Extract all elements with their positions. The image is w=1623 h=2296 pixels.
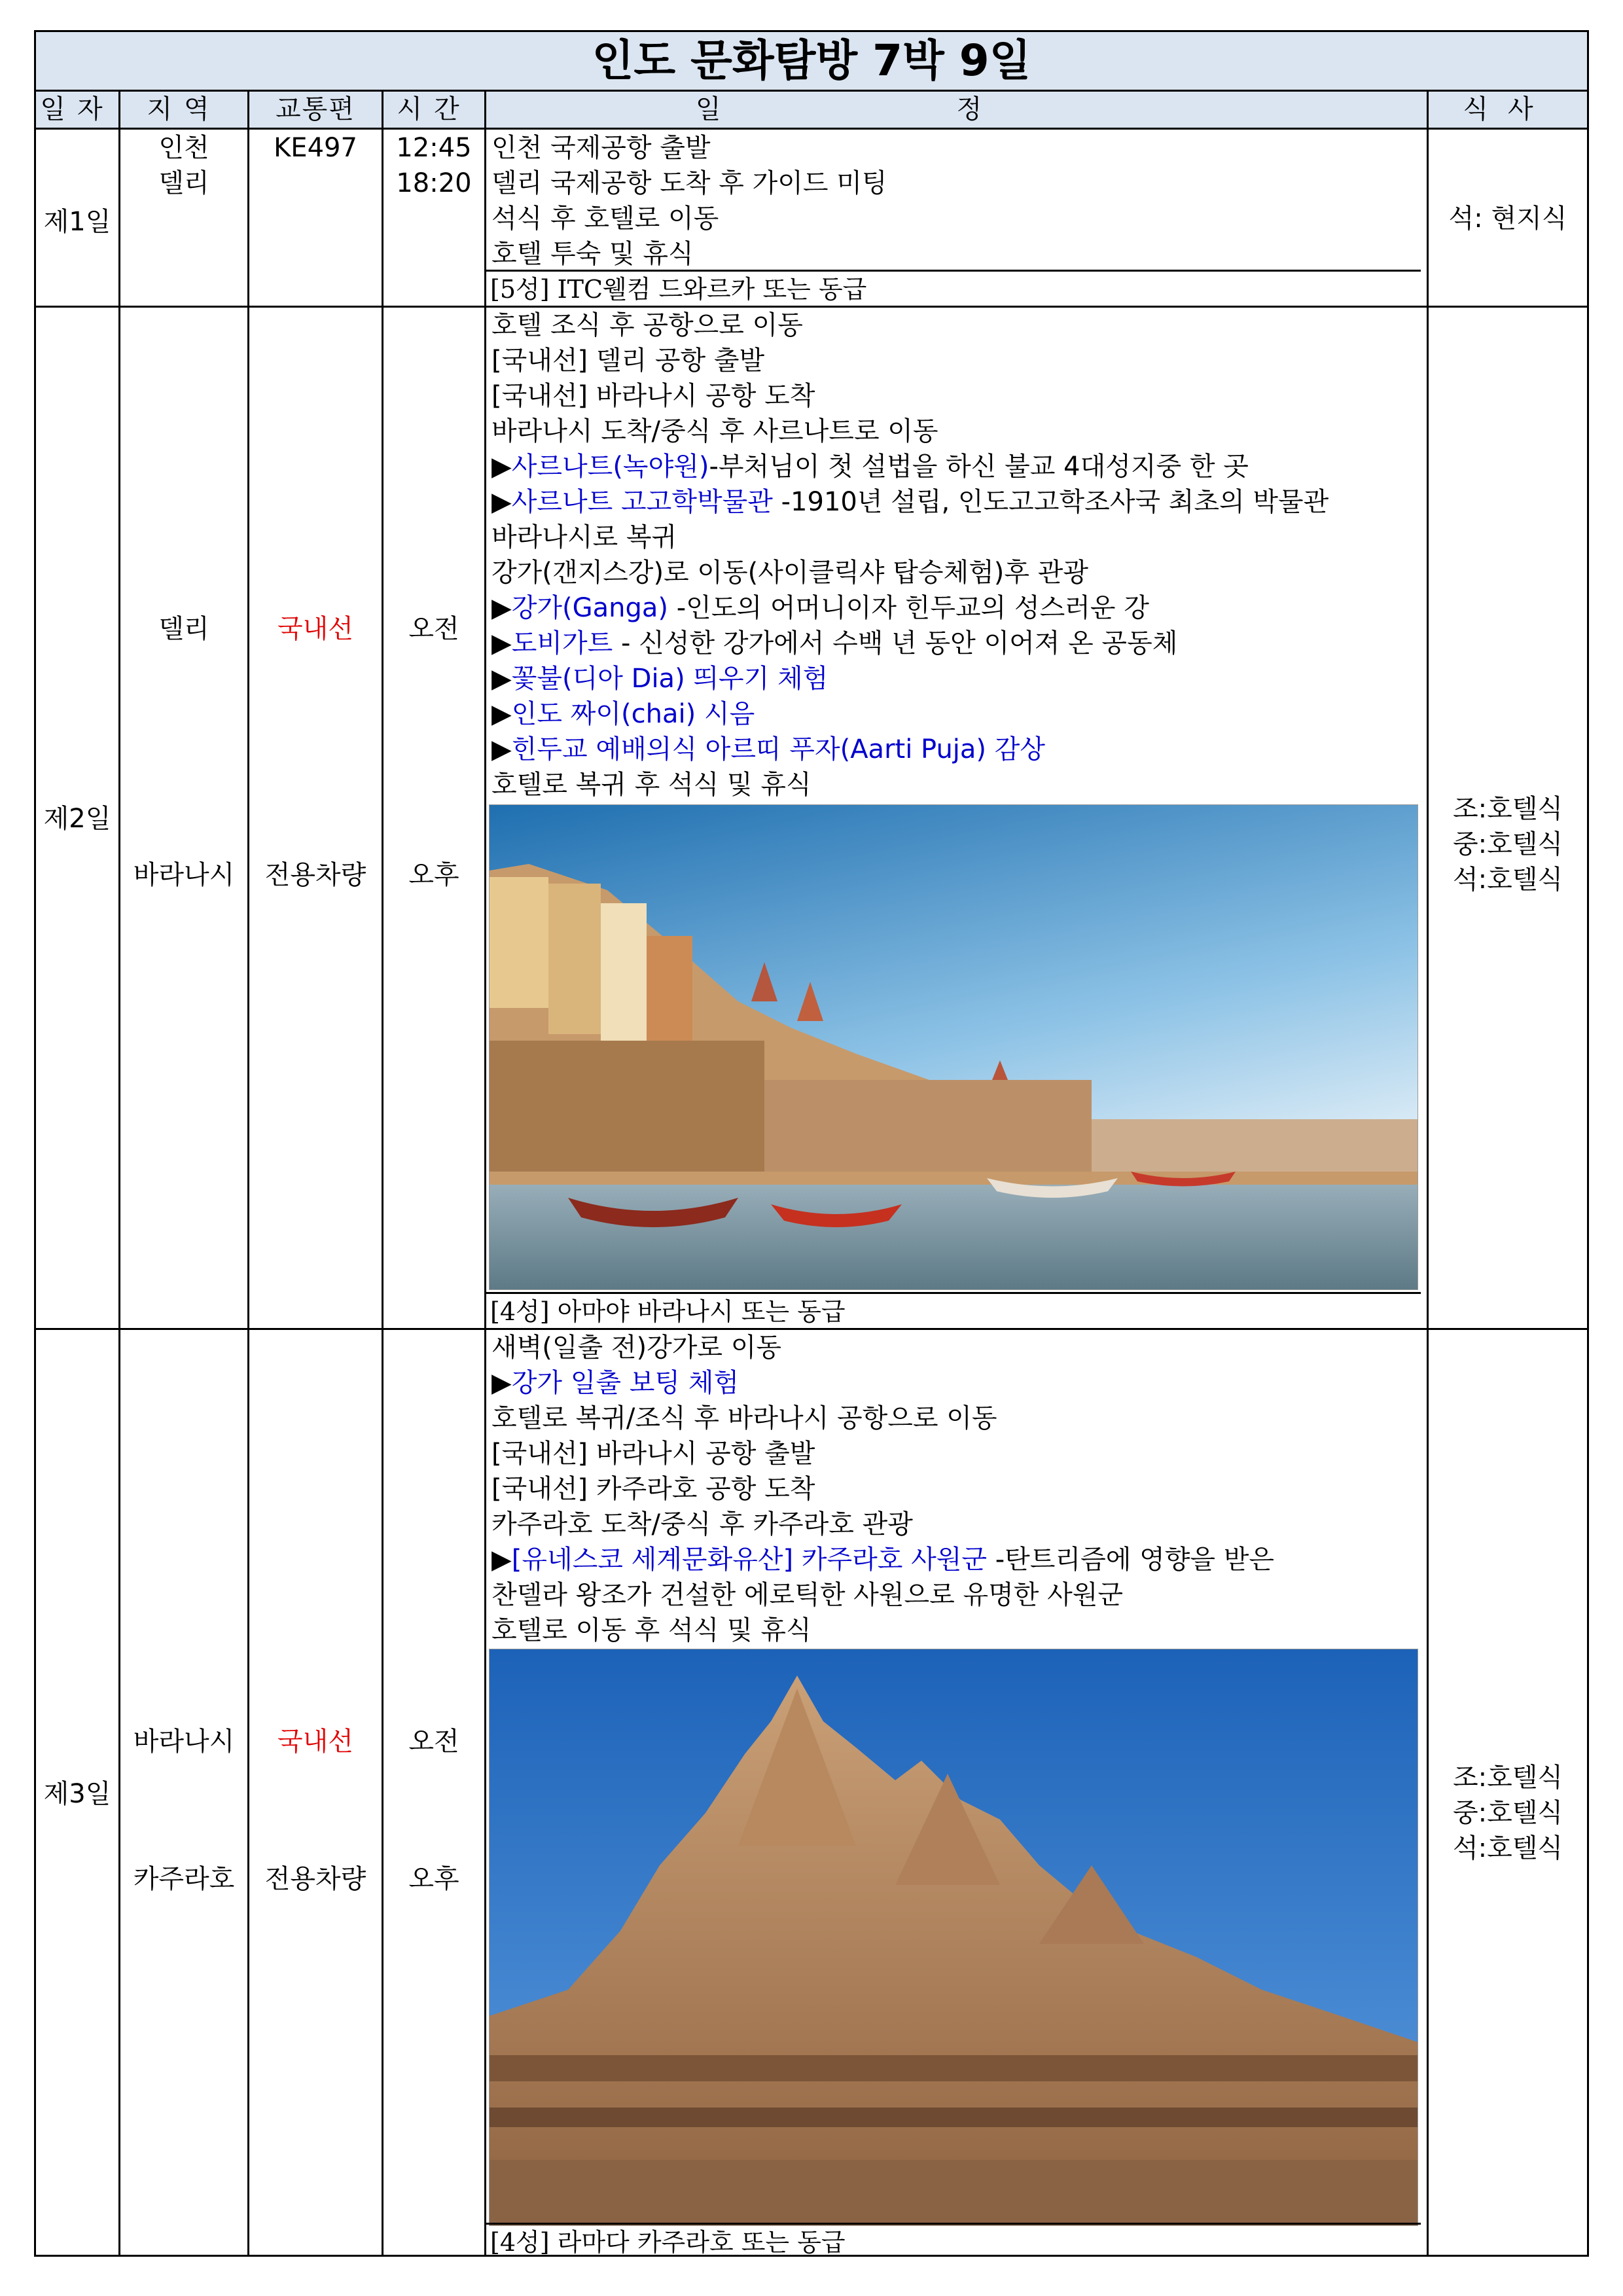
- time-value: 12:45: [396, 133, 472, 163]
- flight-number: KE497: [274, 133, 357, 163]
- region-name: 카주라호: [133, 1864, 235, 1894]
- itinerary-line: 강가(갠지스강)로 이동(사이클릭샤 탑승체험)후 관광: [491, 558, 1089, 588]
- itinerary-line: 찬델라 왕조가 건설한 에로틱한 사원으로 유명한 사원군: [491, 1580, 1124, 1610]
- page-title: 인도 문화탐방 7박 9일: [36, 32, 1587, 92]
- itinerary-line: [491, 1542, 1421, 1577]
- itinerary-lines: [491, 130, 1421, 272]
- line-text: -탄트리즘에 영향을 받은: [987, 1545, 1274, 1575]
- bullet-icon: ▶: [491, 487, 512, 517]
- itinerary-line: 석식 후 호텔로 이동: [491, 204, 719, 234]
- region-name: 바라나시: [133, 860, 235, 890]
- grid-line: [382, 92, 383, 2255]
- highlight-text: 도비가트: [511, 628, 613, 658]
- itinerary-line: 새벽(일출 전)강가로 이동: [491, 1333, 782, 1363]
- itinerary-line: 카주라호 도착/중식 후 카주라호 관광: [491, 1509, 913, 1539]
- header-itinerary: 일정: [486, 92, 1427, 130]
- region-name: 바라나시: [133, 1727, 235, 1757]
- bullet-icon: ▶: [491, 734, 512, 764]
- header-meal: 식사: [1429, 92, 1587, 130]
- meal-info: 석: 현지식: [1448, 204, 1567, 234]
- transport-domestic-flight: 국내선: [277, 1727, 353, 1757]
- itinerary-line: [국내선] 카주라호 공항 도착: [491, 1474, 815, 1504]
- grid-line: [247, 92, 249, 2255]
- itinerary-line: 인천 국제공항 출발: [491, 133, 711, 163]
- khajuraho-temple-photo: [489, 1649, 1418, 2226]
- itinerary-line: [491, 449, 1421, 484]
- header-region: 지역: [120, 92, 247, 130]
- transport-private-vehicle: 전용차량: [264, 1864, 366, 1894]
- itinerary-line: [491, 661, 1421, 696]
- time-value: 오후: [408, 1864, 459, 1894]
- highlight-text: 꽃불(디아 Dia) 띄우기 체험: [511, 664, 829, 694]
- header-transport: 교통편: [249, 92, 382, 130]
- itinerary-line: 델리 국제공항 도착 후 가이드 미팅: [491, 168, 887, 198]
- region-name: 인천: [158, 133, 209, 163]
- meal-info: [1429, 791, 1587, 897]
- itinerary-line: 바라나시 도착/중식 후 사르나트로 이동: [491, 416, 938, 446]
- itinerary-line: [491, 590, 1421, 626]
- meal-dinner: 석:호텔식: [1452, 1833, 1563, 1863]
- itinerary-line: 바라나시로 복귀: [491, 522, 677, 552]
- meal-breakfast: 조:호텔식: [1452, 1763, 1563, 1793]
- itinerary-line: 호텔 조식 후 공항으로 이동: [491, 310, 803, 340]
- itinerary-line: [491, 626, 1421, 661]
- khajuraho-temple-illustration: [490, 1649, 1418, 2225]
- grid-line: [1427, 92, 1429, 2255]
- meal-breakfast: 조:호텔식: [1452, 794, 1563, 824]
- bullet-icon: ▶: [491, 699, 512, 729]
- time-value: 오후: [408, 860, 459, 890]
- highlight-text: 사르나트 고고학박물관: [511, 487, 773, 517]
- line-text: - 신성한 강가에서 수백 년 동안 이어져 온 공동체: [613, 628, 1178, 658]
- highlight-text: 인도 짜이(chai) 시음: [511, 699, 755, 729]
- meal-lunch: 중:호텔식: [1452, 829, 1563, 859]
- hotel-info: [4성] 라마다 카주라호 또는 동급: [486, 2223, 1421, 2258]
- bullet-icon: ▶: [491, 628, 512, 658]
- bullet-icon: ▶: [491, 1545, 512, 1575]
- day-label: 제2일: [43, 804, 111, 834]
- grid-line: [118, 92, 120, 2255]
- hotel-info: [4성] 아마야 바라나시 또는 동급: [486, 1292, 1421, 1327]
- meal-lunch: 중:호텔식: [1452, 1798, 1563, 1828]
- itinerary-line: [국내선] 바라나시 공항 출발: [491, 1439, 815, 1469]
- bullet-icon: ▶: [491, 664, 512, 694]
- time-value: 오전: [408, 614, 459, 644]
- header-time: 시간: [383, 92, 484, 130]
- bullet-icon: ▶: [491, 1368, 512, 1398]
- itinerary-lines: [491, 308, 1421, 802]
- grid-line: [484, 92, 486, 2255]
- time-cell: [383, 130, 484, 201]
- highlight-text: 힌두교 예배의식 아르띠 푸자(Aarti Puja) 감상: [511, 734, 1046, 764]
- itinerary-lines: [491, 1330, 1421, 1648]
- itinerary-line: 호텔로 복귀 후 석식 및 휴식: [491, 770, 812, 800]
- time-value: 18:20: [396, 168, 472, 198]
- itinerary-line: 호텔로 이동 후 석식 및 휴식: [491, 1615, 812, 1645]
- transport-domestic-flight: 국내선: [277, 614, 353, 644]
- itinerary-line: [국내선] 바라나시 공항 도착: [491, 381, 815, 411]
- itinerary-line: [491, 732, 1421, 767]
- itinerary-table: [34, 30, 1589, 2257]
- region-name: 델리: [158, 168, 209, 198]
- region-name: 델리: [158, 614, 209, 644]
- transport-private-vehicle: 전용차량: [264, 860, 366, 890]
- hotel-info: [5성] ITC웰컴 드와르카 또는 동급: [486, 270, 1421, 305]
- highlight-text: [유네스코 세계문화유산] 카주라호 사원군: [511, 1545, 988, 1575]
- line-text: -1910년 설립, 인도고고학조사국 최초의 박물관: [772, 487, 1329, 517]
- itinerary-line: 호텔 투숙 및 휴식: [491, 239, 694, 269]
- bullet-icon: ▶: [491, 593, 512, 623]
- itinerary-line: [국내선] 델리 공항 출발: [491, 346, 765, 376]
- varanasi-ghats-illustration: [490, 805, 1418, 1289]
- day-label: 제3일: [43, 1779, 111, 1809]
- meal-dinner: 석:호텔식: [1452, 865, 1563, 895]
- highlight-text: 강가 일출 보팅 체험: [511, 1368, 740, 1398]
- varanasi-ghats-photo: [489, 804, 1418, 1290]
- line-text: -부처님이 첫 설법을 하신 불교 4대성지중 한 곳: [709, 452, 1249, 482]
- itinerary-line: [491, 696, 1421, 732]
- time-value: 오전: [408, 1727, 459, 1757]
- bullet-icon: ▶: [491, 452, 512, 482]
- itinerary-line: 호텔로 복귀/조식 후 바라나시 공항으로 이동: [491, 1403, 997, 1433]
- day-label: 제1일: [43, 207, 111, 237]
- highlight-text: 사르나트(녹야원): [511, 452, 709, 482]
- line-text: -인도의 어머니이자 힌두교의 성스러운 강: [668, 593, 1149, 623]
- highlight-text: 강가(Ganga): [511, 593, 669, 623]
- itinerary-line: [491, 484, 1421, 520]
- header-day: 일자: [36, 92, 118, 130]
- region-cell: [120, 130, 247, 201]
- meal-info: [1429, 1760, 1587, 1866]
- itinerary-line: [491, 1365, 1421, 1401]
